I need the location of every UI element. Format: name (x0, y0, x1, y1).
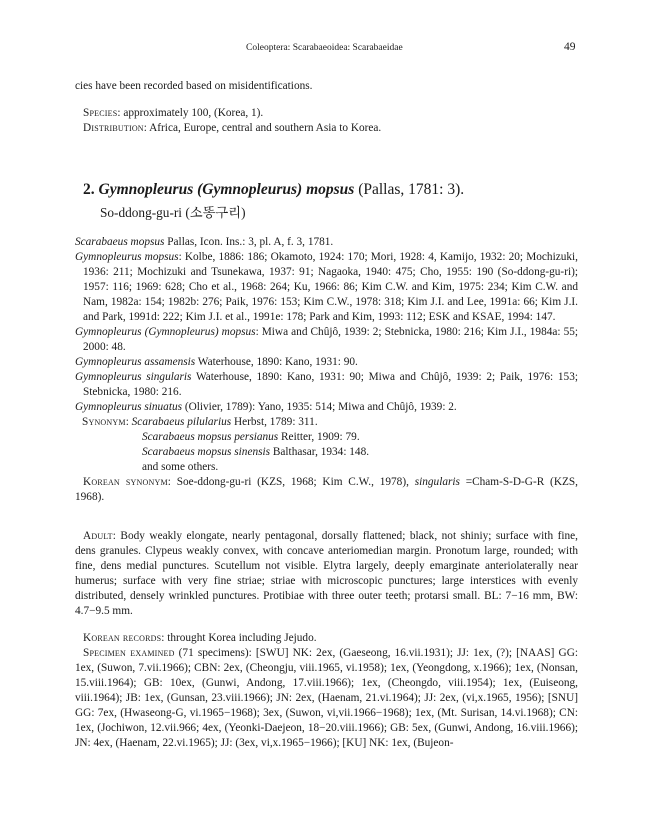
species-name: mopsus (306, 181, 355, 198)
species-count: Species: approximately 100, (Korea, 1). (83, 107, 264, 119)
synonym-label: Synonym (82, 416, 126, 428)
synonymy-entry: Gymnopleurus sinuatus (Olivier, 1789): Yano, 1935: 514; Miwa and Chûjô, 1939: 2. (75, 401, 457, 413)
synonymy-entry: Gymnopleurus singularis Waterhouse, 1890: Kano, 1931: 90; Miwa and Chûjô, 1939: 2; Paik, 1976: 153; Stebnicka, 1980: 216. (75, 371, 578, 398)
synonymy-entry: Gymnopleurus assamensis Waterhouse, 1890: Kano, 1931: 90. (75, 356, 358, 368)
synonym-row: Scarabaeus mopsus persianus Reitter, 1909: 79. (142, 431, 360, 443)
entry-number: 2. (83, 181, 95, 198)
page-number: 49 (564, 41, 576, 53)
species-label: Species (83, 107, 118, 119)
synonymy-list (75, 235, 578, 505)
synonymy-entry: Scarabaeus mopsus Pallas, Icon. Ins.: 3, pl. A, f. 3, 1781. (75, 236, 334, 248)
genus-name: Gymnopleurus (98, 181, 194, 198)
species-authority: (Pallas, 1781: 3). (358, 181, 465, 198)
specimen-label: Specimen examined (83, 647, 175, 659)
synonym-row: Synonym: Scarabaeus pilularius Herbst, 1789: 311. (82, 416, 318, 428)
continuation-text: cies have been recorded based on misidentifications. (75, 80, 313, 92)
korean-records-label: Korean records (83, 632, 162, 644)
synonym-row: Scarabaeus mopsus sinensis Balthasar, 1934: 148. (142, 446, 370, 458)
korean-synonym: Korean synonym: Soe-ddong-gu-ri (KZS, 1968; Kim C.W., 1978), singularis =Cham-S-D-G-R (KZS, 1968). (75, 476, 578, 503)
synonymy-entry: Gymnopleurus (Gymnopleurus) mopsus: Miwa and Chûjô, 1939: 2; Stebnicka, 1980: 216; Kim J.I., 1984a: 55; 2000: 48. (75, 326, 578, 353)
synonym-others: and some others. (142, 461, 219, 473)
synonymy-entry: Gymnopleurus mopsus: Kolbe, 1886: 186; Okamoto, 1924: 170; Mori, 1928: 4, Kamijo, 1932: 20; Mochizuki, 1936: 211; Mochizuki and Tsunekawa, 1937: 91; Nagaoka, 1940: 475; Cho, 1955: 190 (So-ddong-gu-ri); 1957: 116; 1969: 628; Cho et al., 1968: 264; Ku, 1966: 86; Kim C.W. and Kim, 1975: 234; Kim C.W. and Nam, 1982a: 154; 1982b: 276; Paik, 1976: 153; Kim C.W., 1978: 318; Kim J.I. and Lee, 1991a: 66; Kim J.I. and Park, 1991d: 222; Kim J.I. et al., 1991e: 178; Park and Kim, 1993: 112; ESK and KSAE, 1994: 147. (75, 251, 578, 323)
subgenus-name: (Gymnopleurus) (197, 181, 303, 198)
korean-records: Korean records: throught Korea including Jejudo. (83, 632, 317, 644)
distribution: Distribution: Africa, Europe, central and southern Asia to Korea. (83, 122, 382, 134)
distribution-label: Distribution (83, 122, 144, 134)
page-header (0, 41, 652, 57)
specimens-examined: Specimen examined (71 specimens): [SWU] NK: 2ex, (Gaeseong, 16.vii.1931); JJ: 1ex, (?); [NAAS] GG: 1ex, (Suwon, 7.vii.1966); CBN: 2ex, (Cheongju, viii.1965, vi.1958); 1ex, (Yeongdong, x.1966); 1ex, (Nonsan, 15.viii.1964); GB: 10ex, (Gunwi, Andong, 17.viii.1966); 1ex, (Cheongdo, viii.1954); 1ex, (Euiseong, viii.1964); JB: 1ex, (Gunsan, 23.viii.1966); JN: 2ex, (Haenam, 21.vi.1964); JJ: 2ex, (vi,x.1965, 1956); [SNU] GG: 7ex, (Hwaseong-G, vi.1965−1968); 3ex, (Suwon, vi,vii.1966−1968); 1ex, (Mt. Surisan, 14.vi.1968); CN: 1ex, (Jochiwon, 12.vii.966; 4ex, (Yeonki-Daejeon, 18−20.viii.1966); GB: 5ex, (Gunwi, Andong, 16.viii.1966); JN: 4ex, (Haenam, 22.vi.1965); JJ: (3ex, vi,x.1965−1966); [KU] NK: 1ex, (Bujeon- (75, 647, 578, 749)
adult-label: Adult (83, 530, 113, 542)
adult-description: Adult: Body weakly elongate, nearly pentagonal, dorsally flattened; black, not shiniy; surface with fine, dens granules. Clypeus weakly convex, with concave anteriomedian margin. Pronotum large, rounded; with fine, dens medial punctures. Scutellum not visible. Elytra largely, deeply emarginate anteriolaterally near humerus; surface with very fine striae; striae with microscopic punctures; large interstices with evenly distributed, densely wrinkled punctures. Protibiae with three outer teeth; protarsi small. BL: 7−16 mm, BW: 4.7−9.5 mm. (75, 530, 578, 617)
running-title: Coleoptera: Scarabaeoidea: Scarabaeidae (246, 43, 403, 53)
korean-common-name: So-ddong-gu-ri (소똥구리) (100, 205, 246, 220)
species-title (83, 180, 464, 199)
korean-synonym-label: Korean synonym (83, 476, 168, 488)
